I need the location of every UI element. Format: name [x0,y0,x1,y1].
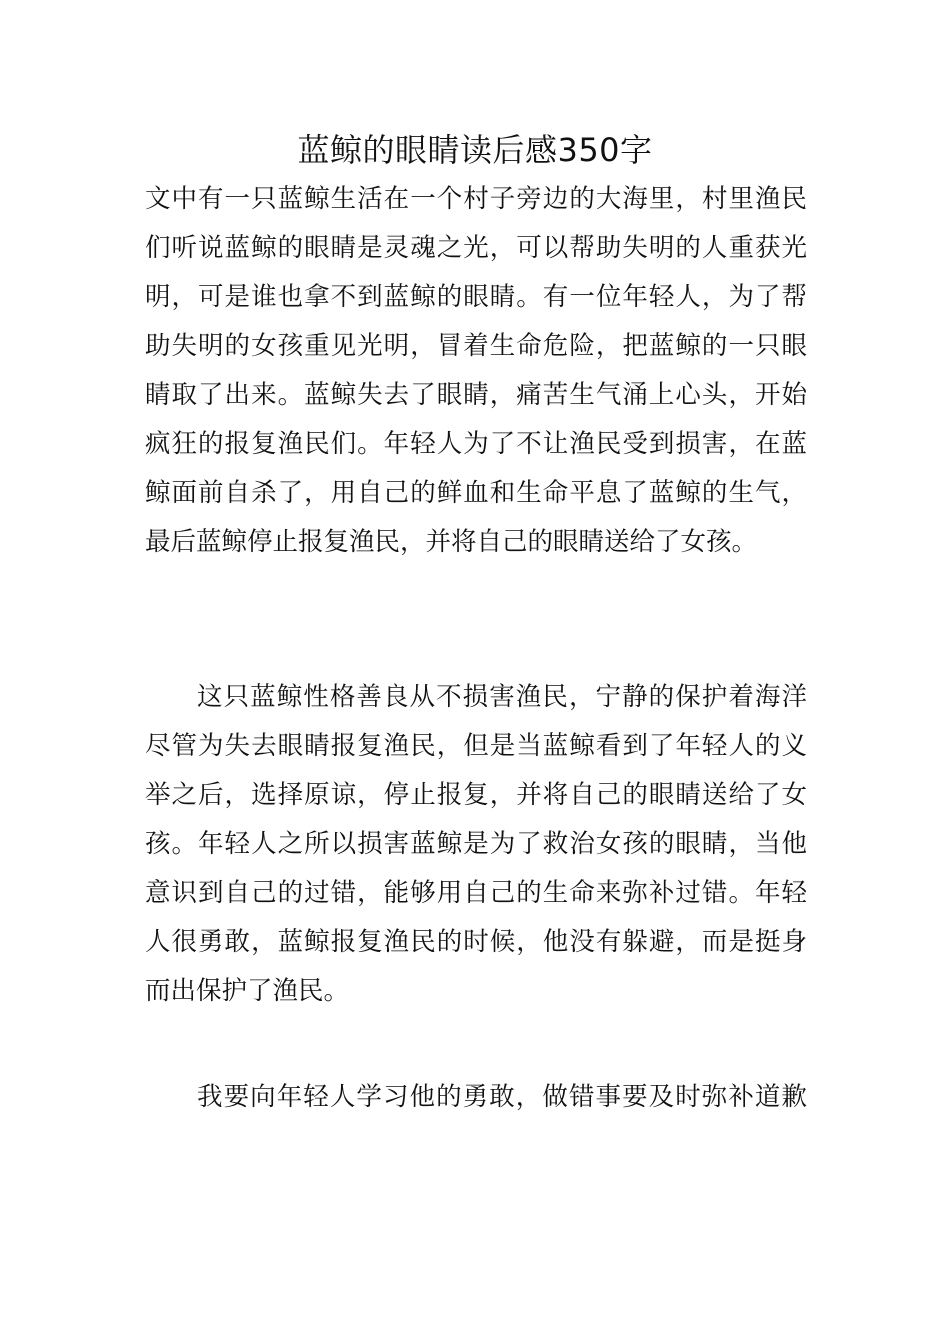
text-line: 孩。年轻人之所以损害蓝鲸是为了救治女孩的眼睛，当他 [145,829,807,859]
text-line: 文中有一只蓝鲸生活在一个村子旁边的大海里，村里渔民 [145,184,807,214]
text-line: 意识到自己的过错，能够用自己的生命来弥补过错。年轻 [145,878,807,908]
paragraph-2 [145,673,807,1016]
text-line: 而出保护了渔民。 [145,976,350,1006]
text-line: 尽管为失去眼睛报复渔民，但是当蓝鲸看到了年轻人的义 [145,731,807,761]
text-line: 助失明的女孩重见光明，冒着生命危险，把蓝鲸的一只眼 [145,331,807,361]
text-line: 这只蓝鲸性格善良从不损害渔民，宁静的保护着海洋 [197,682,807,712]
text-line: 睛取了出来。蓝鲸失去了眼睛，痛苦生气涌上心头，开始 [145,380,807,410]
text-line: 明，可是谁也拿不到蓝鲸的眼睛。有一位年轻人，为了帮 [145,282,807,312]
paragraph-1 [145,175,807,567]
text-line: 们听说蓝鲸的眼睛是灵魂之光，可以帮助失明的人重获光 [145,233,807,263]
text-line: 我要向年轻人学习他的勇敢，做错事要及时弥补道歉 [197,1082,807,1112]
text-line: 人很勇敢，蓝鲸报复渔民的时候，他没有躲避，而是挺身 [145,927,807,957]
document-title: 蓝鲸的眼睛读后感350字 [297,131,653,169]
text-line: 举之后，选择原谅，停止报复，并将自己的眼睛送给了女 [145,780,807,810]
text-line: 最后蓝鲸停止报复渔民，并将自己的眼睛送给了女孩。 [145,527,758,557]
text-line: 疯狂的报复渔民们。年轻人为了不让渔民受到损害，在蓝 [145,429,807,459]
text-line: 鲸面前自杀了，用自己的鲜血和生命平息了蓝鲸的生气， [145,478,807,508]
paragraph-3 [145,1073,807,1122]
